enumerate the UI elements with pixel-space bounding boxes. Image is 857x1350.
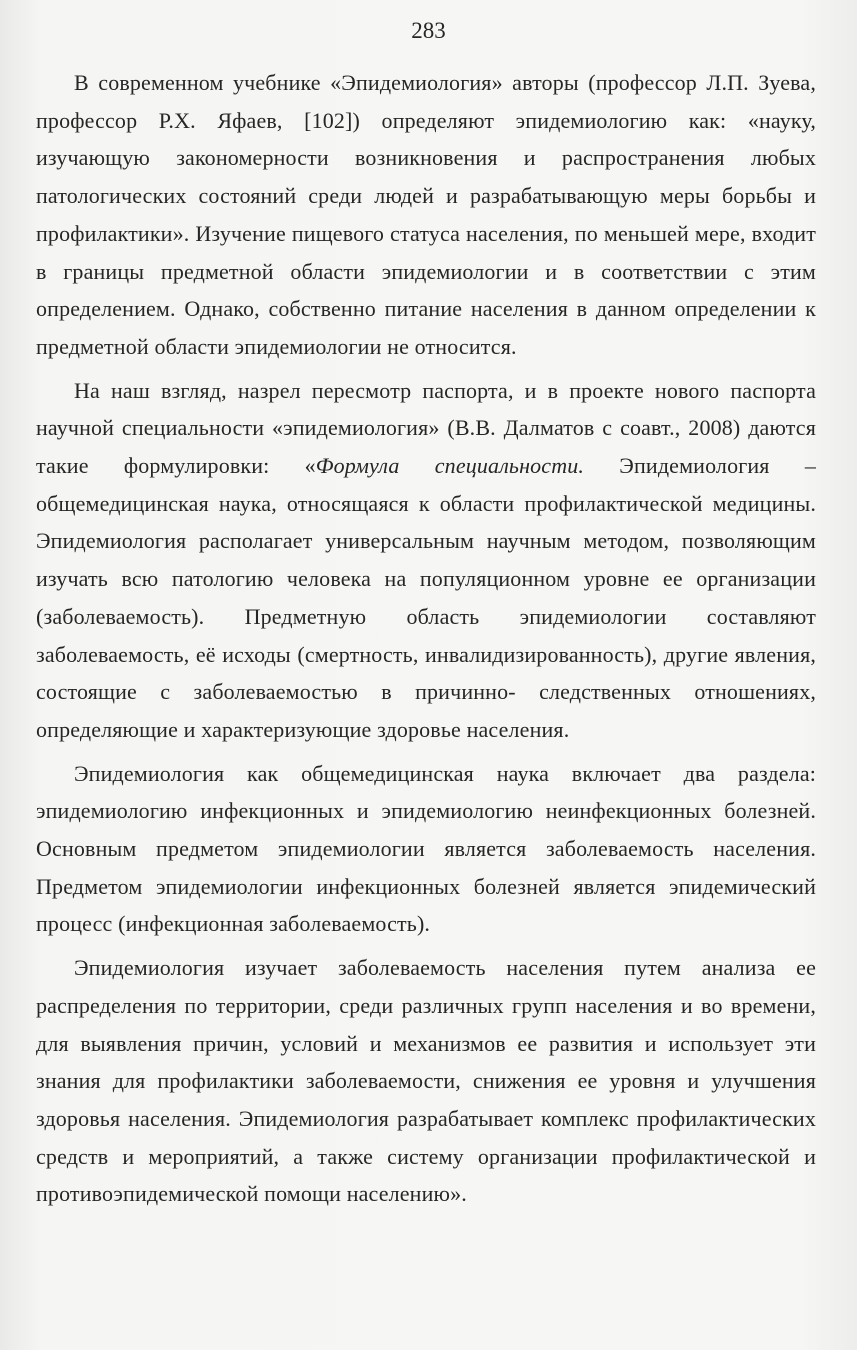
body-text (36, 64, 816, 1219)
paragraph-1: В современном учебнике «Эпидемиология» авторы (профессор Л.П. Зуева, профессор Р.Х. Яфаев, [102]) определяют эпидемиологию как: «науку, изучающую закономерности возникновения и распространения любых патологических состояний среди людей и разрабатывающую меры борьбы и профилактики». Изучение пищевого статуса населения, по меньшей мере, входит в границы предметной области эпидемиологии и в соответствии с этим определением. Однако, собственно питание населения в данном определении к предметной области эпидемиологии не относится. (36, 70, 816, 359)
paragraph-2-start: На наш взгляд, назрел пересмотр паспорта, и в проекте нового паспорта научной специальности «эпидемиология» (В.В. Далматов с соавт., 2008) даются такие формулировки: « (36, 377, 816, 479)
paragraph-2-end: Эпидемиология – общемедицинская наука, относящаяся к области профилактической медицины. Эпидемиология располагает универсальным научным методом, позволяющим изучать всю патологию человека на популяционном уровне ее организации (заболеваемость). Предметную область эпидемиологии составляют заболеваемость, её исходы (смертность, инвалидизированность), другие явления, состоящие с заболеваемостью в причинно- следственных отношениях, определяющие и характеризующие здоровье населения. (36, 453, 816, 742)
page-number: 283 (411, 18, 446, 43)
paragraph-3: Эпидемиология как общемедицинская наука включает два раздела: эпидемиологию инфекционных и эпидемиологию неинфекционных болезней. Основным предметом эпидемиологии является заболеваемость населения. Предметом эпидемиологии инфекционных болезней является эпидемический процесс (инфекционная заболеваемость). (36, 760, 816, 937)
paragraph-2 (36, 372, 816, 749)
paragraph-4: Эпидемиология изучает заболеваемость населения путем анализа ее распределения по территории, среди различных групп населения и во времени, для выявления причин, условий и механизмов ее развития и использует эти знания для профилактики заболеваемости, снижения ее уровня и улучшения здоровья населения. Эпидемиология разрабатывает комплекс профилактических средств и мероприятий, а также систему организации профилактической и противоэпидемической помощи населению». (36, 955, 816, 1207)
paragraph-2-italic-term: Формула специальности. (315, 453, 585, 479)
